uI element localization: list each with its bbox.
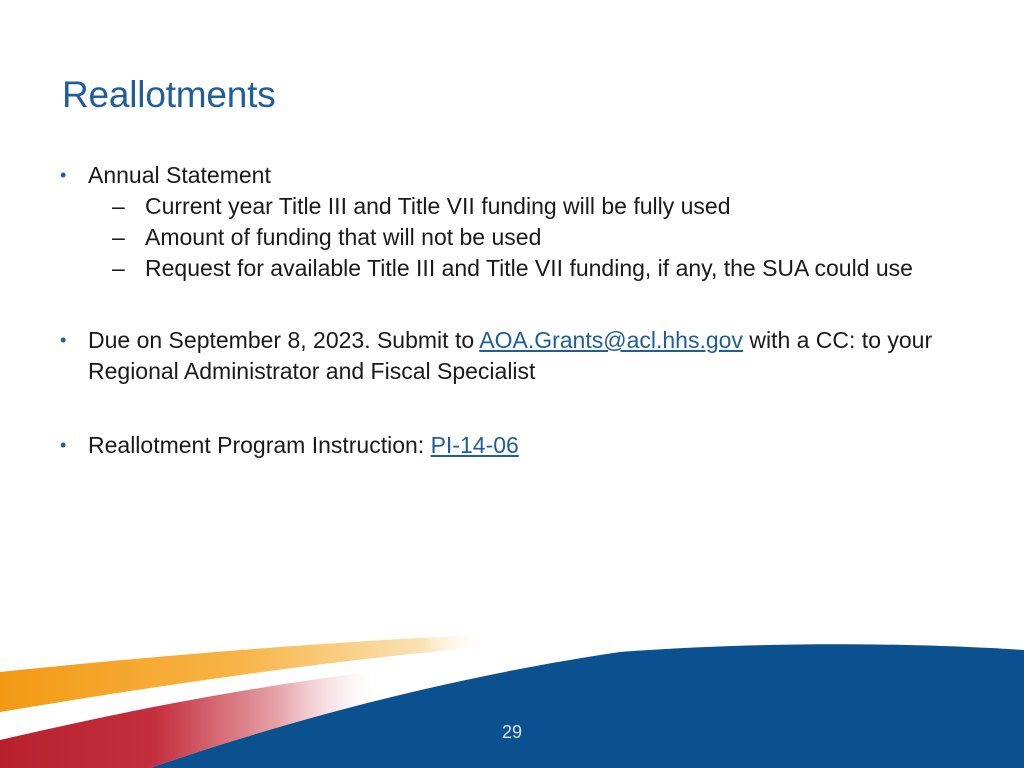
bullet-annual-statement [60, 160, 960, 191]
bullet-due-date [60, 325, 960, 387]
sub-bullet-fully-used [60, 191, 960, 222]
bullet-icon: • [60, 165, 67, 185]
dash-icon: – [112, 255, 125, 281]
dash-icon: – [112, 224, 125, 250]
due-text-before: Due on September 8, 2023. Submit to [88, 327, 480, 353]
page-number: 29 [501, 722, 523, 742]
bullet-program-instruction [60, 430, 960, 461]
bullet-label: Annual Statement [88, 162, 271, 188]
pi-link[interactable]: PI-14-06 [430, 432, 519, 458]
sub-bullet-not-used [60, 222, 960, 253]
instruction-label: Reallotment Program Instruction: [88, 432, 431, 458]
bullet-icon: • [60, 330, 67, 350]
sub-bullet-text: Request for available Title III and Title VII funding, if any, the SUA could use [145, 255, 913, 281]
bullet-icon: • [60, 435, 67, 455]
slide-title: Reallotments [62, 74, 276, 115]
due-text-after: with a CC: to your Regional Administrator and Fiscal Specialist [88, 327, 933, 384]
slide-content [60, 160, 960, 461]
dash-icon: – [112, 193, 125, 219]
email-link[interactable]: AOA.Grants@acl.hhs.gov [479, 327, 743, 353]
sub-bullet-request [60, 253, 960, 284]
sub-bullet-text: Current year Title III and Title VII funding will be fully used [145, 193, 731, 219]
sub-bullet-text: Amount of funding that will not be used [145, 224, 542, 250]
